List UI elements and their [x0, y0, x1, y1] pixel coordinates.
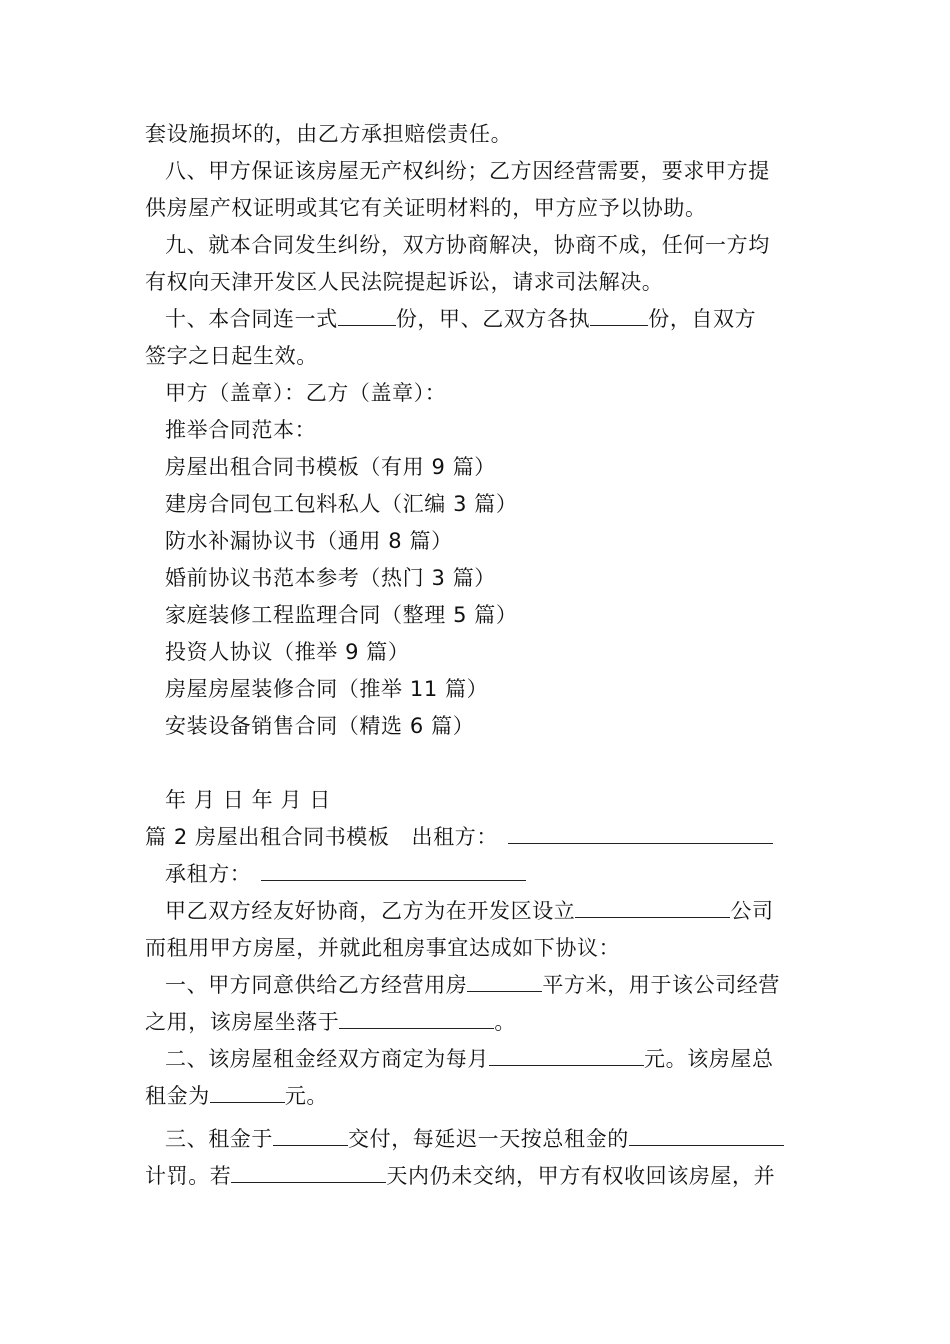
date-line: 年 月 日 年 月 日: [165, 788, 331, 812]
clause-ten: [165, 305, 840, 333]
clause-one: [165, 971, 840, 999]
clause-three: [165, 1125, 840, 1153]
list-item: 婚前协议书范本参考（热门 3 篇）: [165, 566, 496, 590]
text-line: 而租用甲方房屋，并就此租房事宜达成如下协议：: [145, 936, 621, 960]
text-segment: 份，甲、乙双方各执: [395, 307, 591, 331]
fill-blank[interactable]: [489, 1045, 644, 1066]
list-item: 房屋出租合同书模板（有用 9 篇）: [165, 455, 496, 479]
fill-blank[interactable]: [467, 971, 542, 992]
lessor-blank[interactable]: [508, 823, 773, 844]
clause-three-cont: [145, 1162, 820, 1190]
fill-blank[interactable]: [590, 305, 648, 326]
text-segment: 十、本合同连一式: [165, 307, 338, 331]
text-segment: 份，自双方: [648, 307, 757, 331]
fill-blank[interactable]: [210, 1082, 285, 1103]
text-segment: 元。该房屋总: [644, 1047, 774, 1071]
list-item: 家庭装修工程监理合同（整理 5 篇）: [165, 603, 518, 627]
lessee-label: 承租方：: [165, 862, 252, 886]
text-segment: 。: [494, 1010, 517, 1034]
text-segment: 公司: [730, 899, 774, 923]
text-segment: 计罚。若: [145, 1164, 232, 1188]
clause-one-cont: [145, 1008, 820, 1036]
text-line: 有权向天津开发区人民法院提起诉讼，请求司法解决。: [145, 270, 664, 294]
text-line: 九、就本合同发生纠纷，双方协商解决，协商不成，任何一方均: [165, 233, 770, 257]
text-line: 八、甲方保证该房屋无产权纠纷；乙方因经营需要，要求甲方提: [165, 159, 770, 183]
list-item: 防水补漏协议书（通用 8 篇）: [165, 529, 453, 553]
intro-line: [165, 897, 840, 925]
text-segment: 之用，该房屋坐落于: [145, 1010, 340, 1034]
text-segment: 甲乙双方经友好协商，乙方为在开发区设立: [165, 899, 576, 923]
text-line: 推举合同范本：: [165, 418, 317, 442]
text-segment: 一、甲方同意供给乙方经营用房: [165, 973, 468, 997]
section-heading: [145, 823, 820, 851]
text-line: 套设施损坏的，由乙方承担赔偿责任。: [145, 122, 513, 146]
fill-blank[interactable]: [231, 1162, 386, 1183]
lessor-label: 出租方：: [411, 825, 498, 849]
text-segment: 平方米，用于该公司经营: [542, 973, 781, 997]
clause-two: [165, 1045, 840, 1073]
signature-line: 甲方（盖章）：乙方（盖章）：: [165, 381, 447, 405]
list-item: 投资人协议（推举 9 篇）: [165, 640, 410, 664]
lessee-blank[interactable]: [261, 860, 526, 881]
text-segment: 租金为: [145, 1084, 210, 1108]
list-item: 建房合同包工包料私人（汇编 3 篇）: [165, 492, 518, 516]
text-segment: 交付，每延迟一天按总租金的: [348, 1127, 629, 1151]
fill-blank[interactable]: [273, 1125, 348, 1146]
text-segment: 元。: [284, 1084, 329, 1108]
clause-two-cont: [145, 1082, 820, 1110]
section-title: 篇 2 房屋出租合同书模板: [145, 825, 390, 849]
fill-blank[interactable]: [339, 1008, 494, 1029]
text-line: 签字之日起生效。: [145, 344, 318, 368]
list-item: 安装设备销售合同（精选 6 篇）: [165, 714, 475, 738]
lessee-line: [165, 860, 840, 888]
fill-blank[interactable]: [338, 305, 396, 326]
text-segment: 天内仍未交纳，甲方有权收回该房屋，并: [386, 1164, 776, 1188]
fill-blank[interactable]: [629, 1125, 784, 1146]
text-line: 供房屋产权证明或其它有关证明材料的，甲方应予以协助。: [145, 196, 707, 220]
text-segment: 三、租金于: [165, 1127, 273, 1151]
list-item: 房屋房屋装修合同（推举 11 篇）: [165, 677, 489, 701]
text-segment: 二、该房屋租金经双方商定为每月: [165, 1047, 489, 1071]
fill-blank[interactable]: [575, 897, 730, 918]
